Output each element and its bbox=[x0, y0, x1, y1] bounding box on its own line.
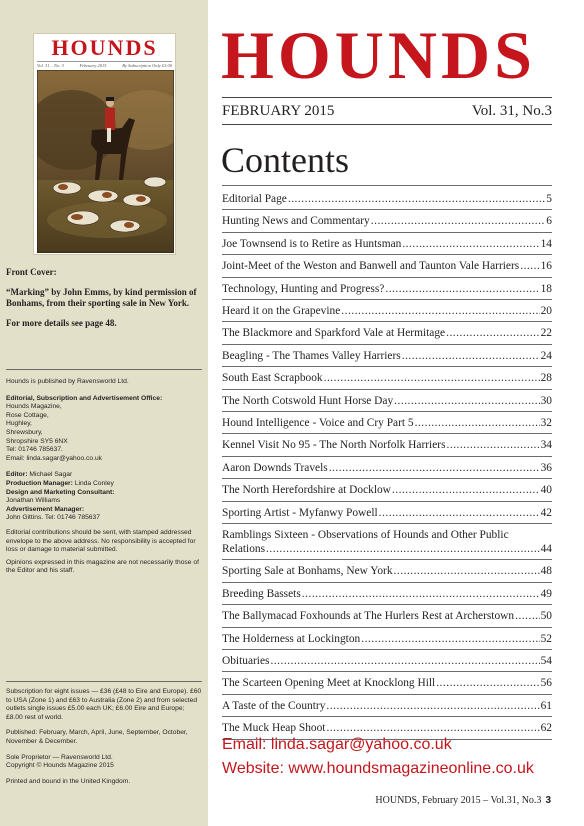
printed-note: Printed and bound in the United Kingdom. bbox=[6, 777, 131, 785]
office-heading: Editorial, Subscription and Advertisement Office: bbox=[6, 394, 163, 402]
toc-entry-page: 22 bbox=[540, 327, 552, 340]
toc-leader-dots bbox=[520, 259, 539, 273]
toc-entry[interactable] bbox=[222, 237, 552, 251]
footer-text: HOUNDS, February 2015 – Vol.31, No.3 bbox=[375, 795, 542, 806]
address-line: Hounds Magazine, bbox=[6, 403, 62, 411]
toc-separator bbox=[222, 344, 552, 345]
toc-entry-page: 28 bbox=[540, 372, 552, 385]
toc-entry-title: The Ballymacad Foxhounds at The Hurlers Rest at Archerstown bbox=[222, 610, 515, 623]
published-months: Published: February, March, April, June, September, October, November & December. bbox=[6, 729, 188, 745]
toc-leader-dots bbox=[394, 394, 539, 408]
toc-leader-dots bbox=[326, 721, 539, 735]
toc-entry[interactable] bbox=[222, 192, 552, 206]
page-number: 3 bbox=[545, 795, 551, 806]
address-line: Tel: 01746 785637. bbox=[6, 446, 63, 454]
toc-separator bbox=[222, 627, 552, 628]
page-footer bbox=[371, 795, 551, 807]
toc-leader-dots bbox=[326, 699, 539, 713]
toc-entry-title: The Holderness at Lockington bbox=[222, 632, 361, 645]
toc-separator bbox=[222, 716, 552, 717]
toc-entry[interactable] bbox=[222, 654, 552, 668]
publisher-info bbox=[6, 378, 202, 576]
toc-entry-page: 50 bbox=[540, 610, 552, 623]
toc-separator bbox=[222, 478, 552, 479]
advert-name: John Gittins. Tel: 01746 785637 bbox=[6, 514, 100, 522]
toc-leader-dots bbox=[446, 326, 540, 340]
toc-entry-page: 42 bbox=[540, 506, 552, 519]
contributions-note: Editorial contributions should be sent, with stamped addressed envelope to the above address. No responsibility is accepted for loss or damage to material submitted. bbox=[6, 528, 196, 554]
toc-entry-title: Obituaries bbox=[222, 655, 270, 667]
editor-line: Editor: Michael Sagar bbox=[6, 471, 73, 479]
toc-leader-dots bbox=[379, 506, 540, 520]
toc-entry[interactable] bbox=[222, 564, 552, 578]
toc-entry-title: Relations bbox=[222, 543, 266, 555]
toc-entry[interactable] bbox=[222, 282, 552, 296]
toc-entry-page: 24 bbox=[540, 349, 552, 362]
toc-entry-title: Joint-Meet of the Weston and Banwell and Taunton Vale Harriers bbox=[222, 260, 520, 273]
toc-entry-page: 48 bbox=[540, 565, 552, 578]
toc-leader-dots bbox=[402, 349, 540, 363]
toc-entry-title-line: Ramblings Sixteen - Observations of Hounds and Other Public bbox=[222, 529, 509, 541]
toc-separator bbox=[222, 209, 552, 210]
issue-row bbox=[222, 103, 552, 119]
cover-volume: Vol. 31 – No. 3 bbox=[37, 63, 64, 68]
toc-entry[interactable] bbox=[222, 587, 552, 601]
toc-leader-dots bbox=[266, 542, 540, 556]
toc-entry-page: 61 bbox=[540, 699, 552, 712]
toc-entry-title: The North Cotswold Hunt Horse Day bbox=[222, 394, 394, 407]
cover-price: By Subscription Only £3.00 bbox=[122, 63, 172, 68]
toc-entry-title: Beagling - The Thames Valley Harriers bbox=[222, 349, 401, 362]
advert-label: Advertisement Manager: bbox=[6, 505, 85, 513]
toc-leader-dots bbox=[394, 564, 540, 578]
toc-separator bbox=[222, 321, 552, 322]
toc-entry[interactable] bbox=[222, 416, 552, 430]
toc-separator bbox=[222, 456, 552, 457]
toc-entry-title: Hunting News and Commentary bbox=[222, 215, 370, 228]
toc-entry[interactable] bbox=[222, 676, 552, 690]
toc-entry[interactable] bbox=[222, 394, 552, 408]
toc-entry[interactable] bbox=[222, 528, 552, 556]
toc-entry-page: 5 bbox=[546, 193, 552, 205]
subscription-info bbox=[6, 688, 202, 786]
cover-date: February 2015 bbox=[79, 63, 107, 68]
toc-leader-dots bbox=[385, 282, 539, 296]
toc-separator bbox=[222, 649, 552, 650]
toc-separator bbox=[222, 389, 552, 390]
toc-separator bbox=[222, 559, 552, 560]
toc-separator bbox=[222, 501, 552, 502]
toc-entry[interactable] bbox=[222, 438, 552, 452]
toc-separator bbox=[222, 277, 552, 278]
toc-entry-title: Kennel Visit No 95 - The North Norfolk Harriers bbox=[222, 439, 446, 452]
toc-entry-page: 49 bbox=[540, 587, 552, 600]
toc-entry-page: 6 bbox=[546, 215, 552, 228]
issue-date: FEBRUARY 2015 bbox=[222, 103, 335, 119]
toc-separator bbox=[222, 299, 552, 300]
published-by: Hounds is published by Ravensworld Ltd. bbox=[6, 378, 129, 385]
toc-entry-title: Editorial Page bbox=[222, 193, 287, 205]
toc-entry-page: 44 bbox=[540, 543, 552, 555]
toc-leader-dots bbox=[361, 632, 539, 646]
toc-entry[interactable] bbox=[222, 304, 552, 318]
design-name: Jonathan Williams bbox=[6, 497, 61, 505]
sidebar bbox=[0, 0, 208, 826]
toc-entry-title: The Muck Heap Shoot bbox=[222, 722, 326, 735]
toc-entry-page: 56 bbox=[540, 677, 552, 690]
toc-entry-title: The Blackmore and Sparkford Vale at Hermitage bbox=[222, 327, 446, 340]
toc-separator bbox=[222, 694, 552, 695]
masthead: HOUNDS bbox=[221, 17, 536, 93]
sidebar-divider bbox=[6, 681, 202, 682]
toc-entry-title: Sporting Sale at Bonhams, New York bbox=[222, 565, 393, 578]
toc-entry-title: South East Scrapbook bbox=[222, 372, 323, 385]
toc-entry-title: A Taste of the Country bbox=[222, 699, 326, 712]
toc-entry-title: The Scarteen Opening Meet at Knocklong Hill bbox=[222, 677, 436, 690]
toc-entry-page: 18 bbox=[540, 282, 552, 295]
toc-entry-title: Breeding Bassets bbox=[222, 587, 301, 600]
cover-caption-more: For more details see page 48. bbox=[6, 318, 117, 328]
toc-entry-title: Joe Townsend is to Retire as Huntsman bbox=[222, 237, 402, 250]
toc-leader-dots bbox=[392, 483, 540, 497]
masthead-rule bbox=[222, 97, 552, 98]
cover-painting bbox=[37, 70, 174, 253]
toc-entry[interactable] bbox=[222, 461, 552, 475]
toc-entry-title: Hound Intelligence - Voice and Cry Part 5 bbox=[222, 417, 414, 429]
toc-leader-dots bbox=[447, 438, 540, 452]
address-line: Shrewsbury, bbox=[6, 428, 43, 436]
toc-separator bbox=[222, 185, 552, 186]
cover-caption-title: Front Cover: bbox=[6, 267, 57, 277]
cover-caption bbox=[6, 267, 202, 329]
issue-volume: Vol. 31, No.3 bbox=[471, 103, 552, 119]
toc-entry[interactable] bbox=[222, 349, 552, 363]
toc-leader-dots bbox=[329, 461, 540, 475]
address-line: Rose Cottage, bbox=[6, 411, 49, 419]
cover-caption-body: “Marking” by John Emms, by kind permission of Bonhams, from their sporting sale in New York. bbox=[6, 287, 197, 308]
sidebar-divider bbox=[6, 369, 202, 370]
production-line: Production Manager: Linda Conley bbox=[6, 479, 114, 487]
email-line[interactable]: Email: linda.sagar@yahoo.co.uk bbox=[222, 736, 452, 753]
issue-rule bbox=[222, 124, 552, 125]
address-line: Hughley, bbox=[6, 420, 32, 428]
toc-leader-dots bbox=[324, 371, 540, 385]
toc-leader-dots bbox=[270, 654, 539, 668]
toc-separator bbox=[222, 366, 552, 367]
address-line: Email: linda.sagar@yahoo.co.uk bbox=[6, 454, 103, 462]
toc-entry-page: 40 bbox=[540, 484, 552, 497]
cover-meta-line bbox=[37, 61, 172, 68]
toc-entry-page: 30 bbox=[540, 394, 552, 407]
toc-entry[interactable] bbox=[222, 632, 552, 646]
copyright: Copyright © Hounds Magazine 2015 bbox=[6, 762, 114, 770]
cover-masthead: HOUNDS bbox=[51, 35, 158, 60]
address-line: Shropshire SY5 6NX bbox=[6, 437, 68, 445]
toc-separator bbox=[222, 582, 552, 583]
toc-separator bbox=[222, 523, 552, 524]
toc-separator bbox=[222, 411, 552, 412]
toc-entry[interactable] bbox=[222, 371, 552, 385]
toc-entry-page: 54 bbox=[540, 655, 552, 667]
toc-entry[interactable] bbox=[222, 609, 552, 623]
front-cover-thumbnail bbox=[33, 33, 176, 255]
toc-entry[interactable] bbox=[222, 506, 552, 520]
toc-entry-page: 62 bbox=[540, 722, 552, 735]
toc-leader-dots bbox=[515, 609, 540, 623]
toc-leader-dots bbox=[288, 192, 545, 206]
toc-separator bbox=[222, 671, 552, 672]
toc-entry-title: Heard it on the Grapevine bbox=[222, 305, 341, 317]
toc-entry-title: Technology, Hunting and Progress? bbox=[222, 282, 385, 295]
toc-entry[interactable] bbox=[222, 259, 552, 273]
toc-entry-page: 52 bbox=[540, 632, 552, 645]
toc-separator bbox=[222, 254, 552, 255]
toc-leader-dots bbox=[402, 237, 539, 251]
toc-leader-dots bbox=[415, 416, 540, 430]
toc-separator bbox=[222, 433, 552, 434]
toc-separator bbox=[222, 232, 552, 233]
toc-entry[interactable] bbox=[222, 699, 552, 713]
opinions-note: Opinions expressed in this magazine are not necessarily those of the Editor and his staff. bbox=[6, 558, 199, 575]
toc-separator bbox=[222, 604, 552, 605]
toc-leader-dots bbox=[436, 676, 539, 690]
subscription-note: Subscription for eight issues — £36 (£48 to Eire and Europe). £60 to USA (Zone 1) and £63 to Australia (Zone 2) and from selected outlets single issues £5.00 each UK; £6.00 Eire and Europe; £8.00 rest of world. bbox=[6, 688, 202, 721]
toc-leader-dots bbox=[341, 304, 539, 318]
design-label: Design and Marketing Consultant: bbox=[6, 488, 115, 496]
toc-leader-dots bbox=[302, 587, 540, 601]
toc-entry-page: 32 bbox=[540, 417, 552, 429]
toc-entry[interactable] bbox=[222, 214, 552, 228]
toc-entry-page: 34 bbox=[540, 439, 552, 452]
toc-entry-page: 20 bbox=[540, 305, 552, 317]
contents-heading: Contents bbox=[221, 140, 350, 180]
toc-entry[interactable] bbox=[222, 326, 552, 340]
toc-entry-title: Sporting Artist - Myfanwy Powell bbox=[222, 506, 378, 519]
toc-entry-title: The North Herefordshire at Docklow bbox=[222, 484, 391, 497]
toc-leader-dots bbox=[371, 214, 546, 228]
website-line[interactable]: Website: www.houndsmagazineonline.co.uk bbox=[222, 760, 534, 777]
toc-entry[interactable] bbox=[222, 721, 552, 735]
toc-entry[interactable] bbox=[222, 483, 552, 497]
proprietor: Sole Proprietor — Ravensworld Ltd. bbox=[6, 753, 113, 761]
toc-entry-page: 16 bbox=[540, 260, 552, 273]
toc-entry-title: Aaron Downds Travels bbox=[222, 461, 328, 474]
toc-entry-page: 14 bbox=[540, 237, 552, 250]
toc-entry-page: 36 bbox=[540, 461, 552, 474]
